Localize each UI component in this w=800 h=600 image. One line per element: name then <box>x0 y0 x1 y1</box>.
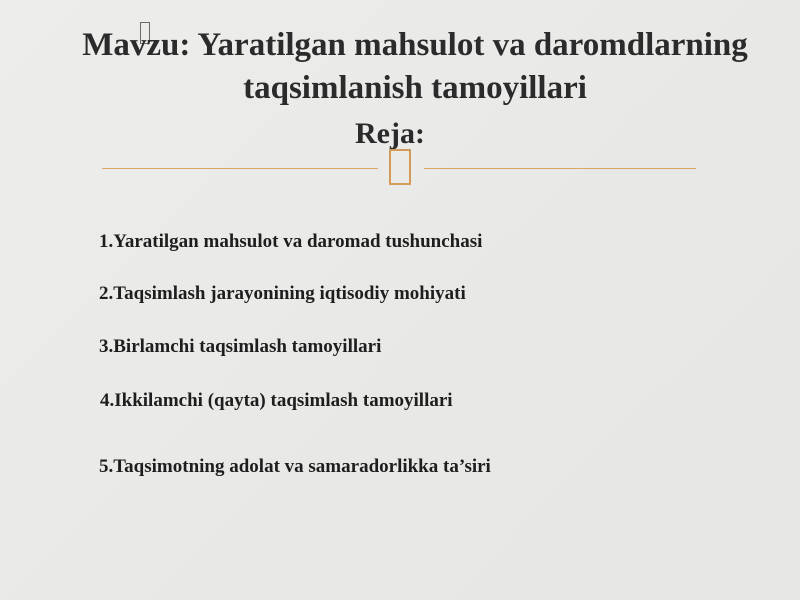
plan-item-1: 1.Yaratilgan mahsulot va daromad tushunchasi <box>99 231 483 252</box>
plan-item-3: 3.Birlamchi taqsimlash tamoyillari <box>99 336 382 357</box>
plan-item-4: 4.Ikkilamchi (qayta) taqsimlash tamoyillari <box>100 390 453 411</box>
plan-heading: Reja: <box>355 117 425 150</box>
plan-item-5: 5.Taqsimotning adolat va samaradorlikka ta’siri <box>99 456 491 477</box>
divider-line-left <box>102 168 378 169</box>
slide-title: Mavzu: Yaratilgan mahsulot va daromdlarning taqsimlanish tamoyillari <box>82 27 748 106</box>
plan-item-2: 2.Taqsimlash jarayonining iqtisodiy mohiyati <box>99 283 466 304</box>
divider-ornament-icon <box>389 149 411 185</box>
divider-line-right <box>424 168 696 169</box>
